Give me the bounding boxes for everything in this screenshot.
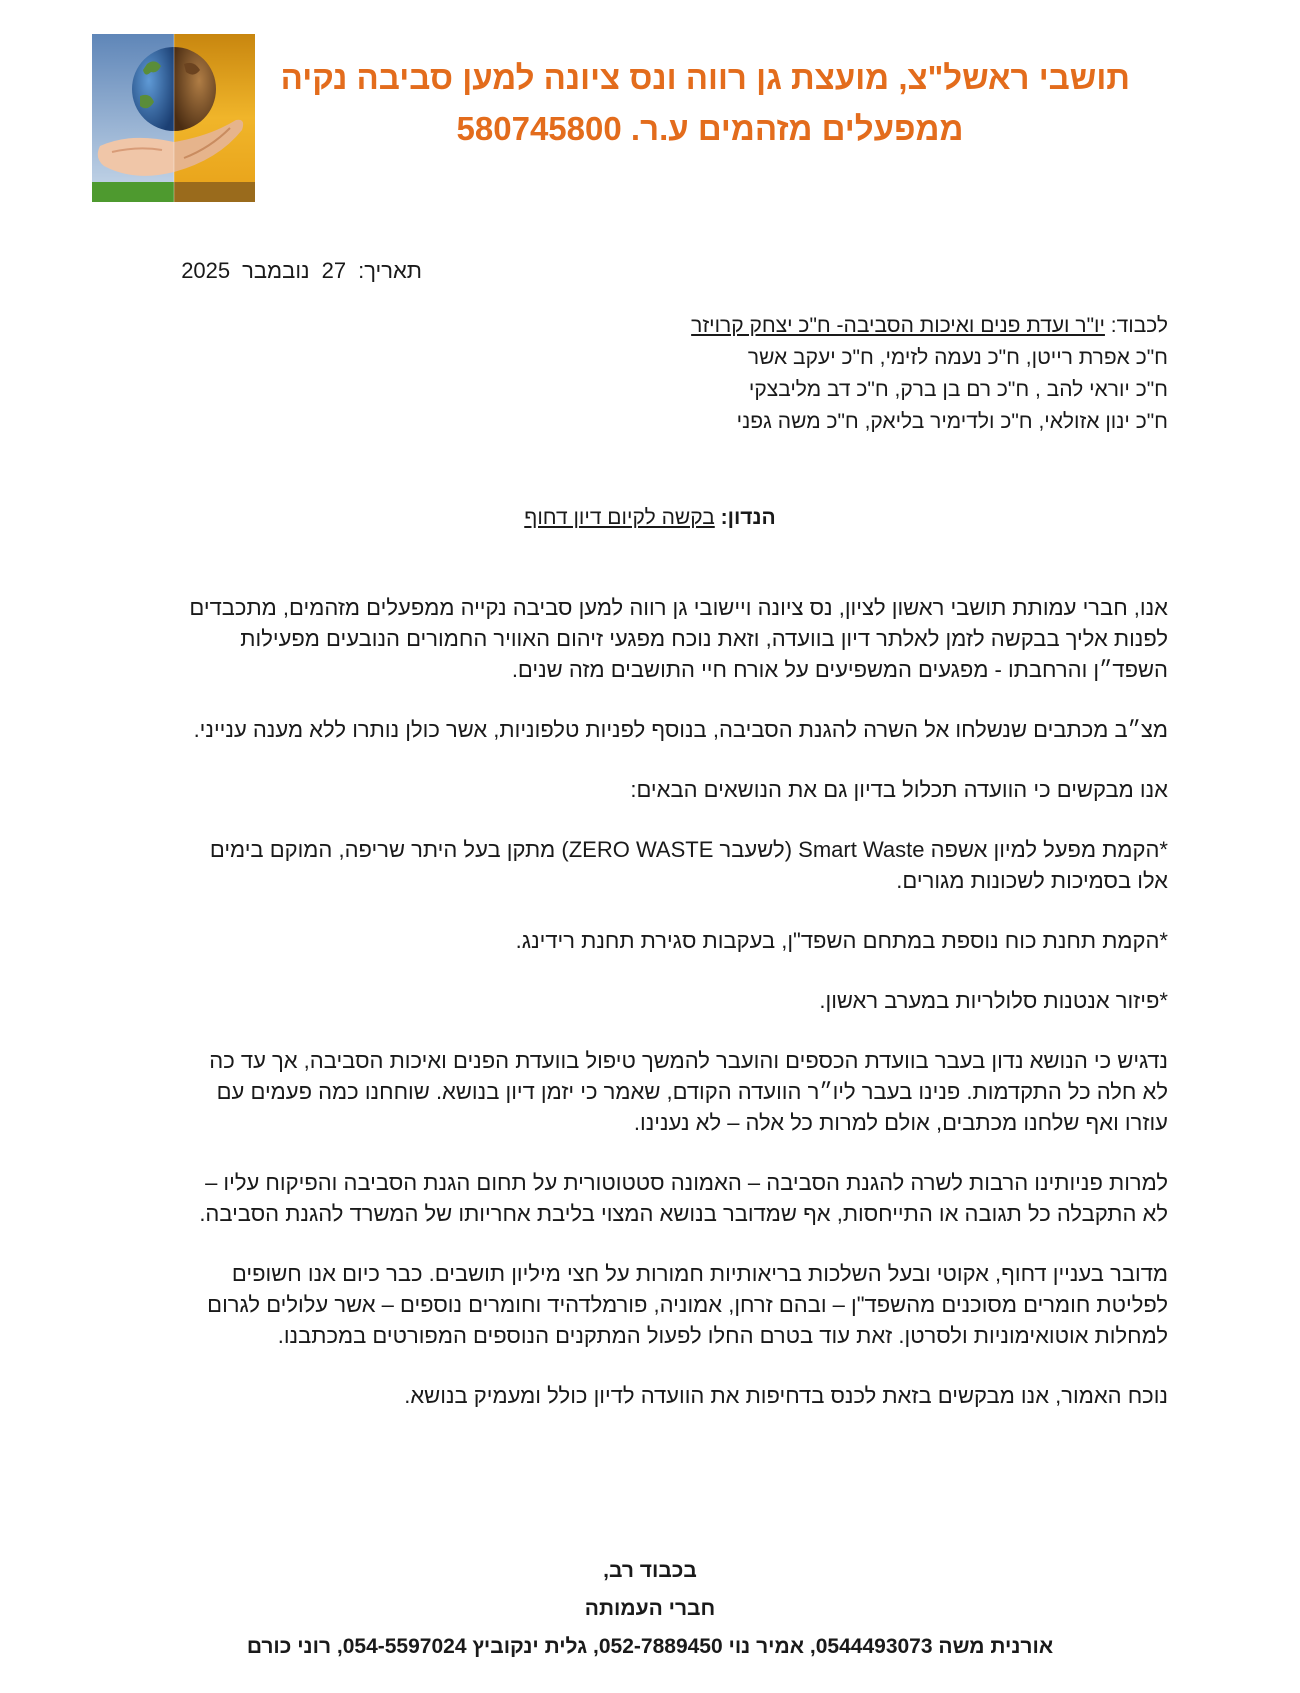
letter-body bbox=[178, 592, 1168, 1440]
paragraph-history: נדגיש כי הנושא נדון בעבר בוועדת הכספים והועבר להמשך טיפול בוועדת הפנים ואיכות הסביבה, אך עד כה לא חלה כל התקדמות. פנינו בעבר ליו״ר הוועדה הקודם, שאמר כי יזמן דיון בנושא. שוחחנו כמה פעמים עם עוזרו ואף שלחנו מכתבים, אולם למרות כל אלה – לא נענינו. bbox=[209, 1048, 1168, 1135]
members-contacts: אורנית משה 0544493073, אמיר נוי 052-7889450, גלית ינקוביץ 054-5597024, רוני כורם bbox=[246, 1635, 1054, 1658]
recipients-block bbox=[691, 310, 1168, 438]
recipients-line-1 bbox=[691, 310, 1168, 342]
subject-text: בקשה לקיום דיון דחוף bbox=[524, 506, 715, 529]
date-month: נובמבר bbox=[242, 258, 310, 283]
date-day: 27 bbox=[321, 258, 347, 283]
committee-chair: יו"ר ועדת פנים ואיכות הסביבה- ח"כ יצחק קרויזר bbox=[691, 314, 1105, 337]
recipients-line-4: ח"כ ינון אזולאי, ח"כ ולדימיר בליאק, ח"כ משה גפני bbox=[736, 410, 1168, 433]
paragraph-topics-intro: אנו מבקשים כי הוועדה תכלול בדיון גם את הנושאים הבאים: bbox=[630, 777, 1168, 802]
topic-item-antennas: *פיזור אנטנות סלולריות במערב ראשון. bbox=[819, 988, 1168, 1013]
recipients-line-2: ח"כ אפרת רייטן, ח"כ נעמה לזימי, ח"כ יעקב אשר bbox=[747, 346, 1168, 369]
subject-line bbox=[0, 506, 1300, 530]
paragraph-ministry: למרות פניותינו הרבות לשרה להגנת הסביבה – האמונה סטטוטורית על תחום הגנת הסביבה והפיקוח עליו – לא התקבלה כל תגובה או התייחסות, אף שמדובר בנושא המצוי בליבת אחריותו של המשרד להגנת הסביבה. bbox=[199, 1170, 1168, 1226]
recipients-line-3: ח"כ יוראי להב , ח"כ רם בן ברק, ח"כ דב מליבצקי bbox=[748, 378, 1168, 401]
topic-item-smart-waste: *הקמת מפעל למיון אשפה Smart Waste (לשעבר ZERO WASTE) מתקן בעל היתר שריפה, המוקם בימים אלו בסמיכות לשכונות מגורים. bbox=[209, 837, 1168, 893]
closing-line: בכבוד רב, bbox=[603, 1559, 697, 1582]
letterhead bbox=[280, 52, 1130, 154]
signature-block bbox=[0, 1552, 1300, 1666]
earth-in-hands-icon bbox=[92, 34, 255, 202]
signatory-org: חברי העמותה bbox=[584, 1597, 716, 1620]
recipients-label: לכבוד: bbox=[1110, 314, 1168, 337]
date-label: תאריך: bbox=[358, 258, 422, 283]
paragraph-urgency: מדובר בעניין דחוף, אקוטי ובעל השלכות בריאותיות חמורות על חצי מיליון תושבים. כבר כיום אנו חשופים לפליטת חומרים מסוכנים מהשפד"ן – ובהם זרחן, אמוניה, פורמלדהיד וחומרים נוספים – אשר עלולים לגרום למחלות אוטואימוניות ולסרטן. זאת עוד בטרם החלו לפעול המתקנים הנוספים המפורטים במכתבנו. bbox=[207, 1261, 1168, 1348]
paragraph-attachments: מצ״ב מכתבים שנשלחו אל השרה להגנת הסביבה, בנוסף לפניות טלפוניות, אשר כולן נותרו ללא מענה ענייני. bbox=[193, 717, 1168, 742]
org-name-line2: ממפעלים מזהמים ע.ר. 580745800 bbox=[456, 110, 964, 147]
earth-in-hands-logo bbox=[92, 34, 255, 202]
topic-item-power-station: *הקמת תחנת כוח נוספת במתחם השפד"ן, בעקבות סגירת תחנת רידינג. bbox=[515, 928, 1168, 953]
paragraph-intro: אנו, חברי עמותת תושבי ראשון לציון, נס ציונה ויישובי גן רווה למען סביבה נקייה ממפעלים מזהמים, מתכבדים לפנות אליך בבקשה לזמן לאלתר דיון בוועדה, וזאת נוכח מפגעי זיהום האוויר החמורים הנובעים מפעילות השפד״ן והרחבתו - מפגעים המשפיעים על אורח חיי התושבים מזה שנים. bbox=[189, 595, 1168, 682]
letter-date bbox=[169, 258, 422, 284]
date-year: 2025 bbox=[181, 258, 231, 283]
subject-label: הנדון: bbox=[720, 506, 776, 529]
paragraph-request: נוכח האמור, אנו מבקשים בזאת לכנס בדחיפות את הוועדה לדיון כולל ומעמיק בנושא. bbox=[404, 1383, 1168, 1408]
org-name-line1: תושבי ראשל"צ, מועצת גן רווה ונס ציונה למען סביבה נקיה bbox=[280, 59, 1130, 96]
